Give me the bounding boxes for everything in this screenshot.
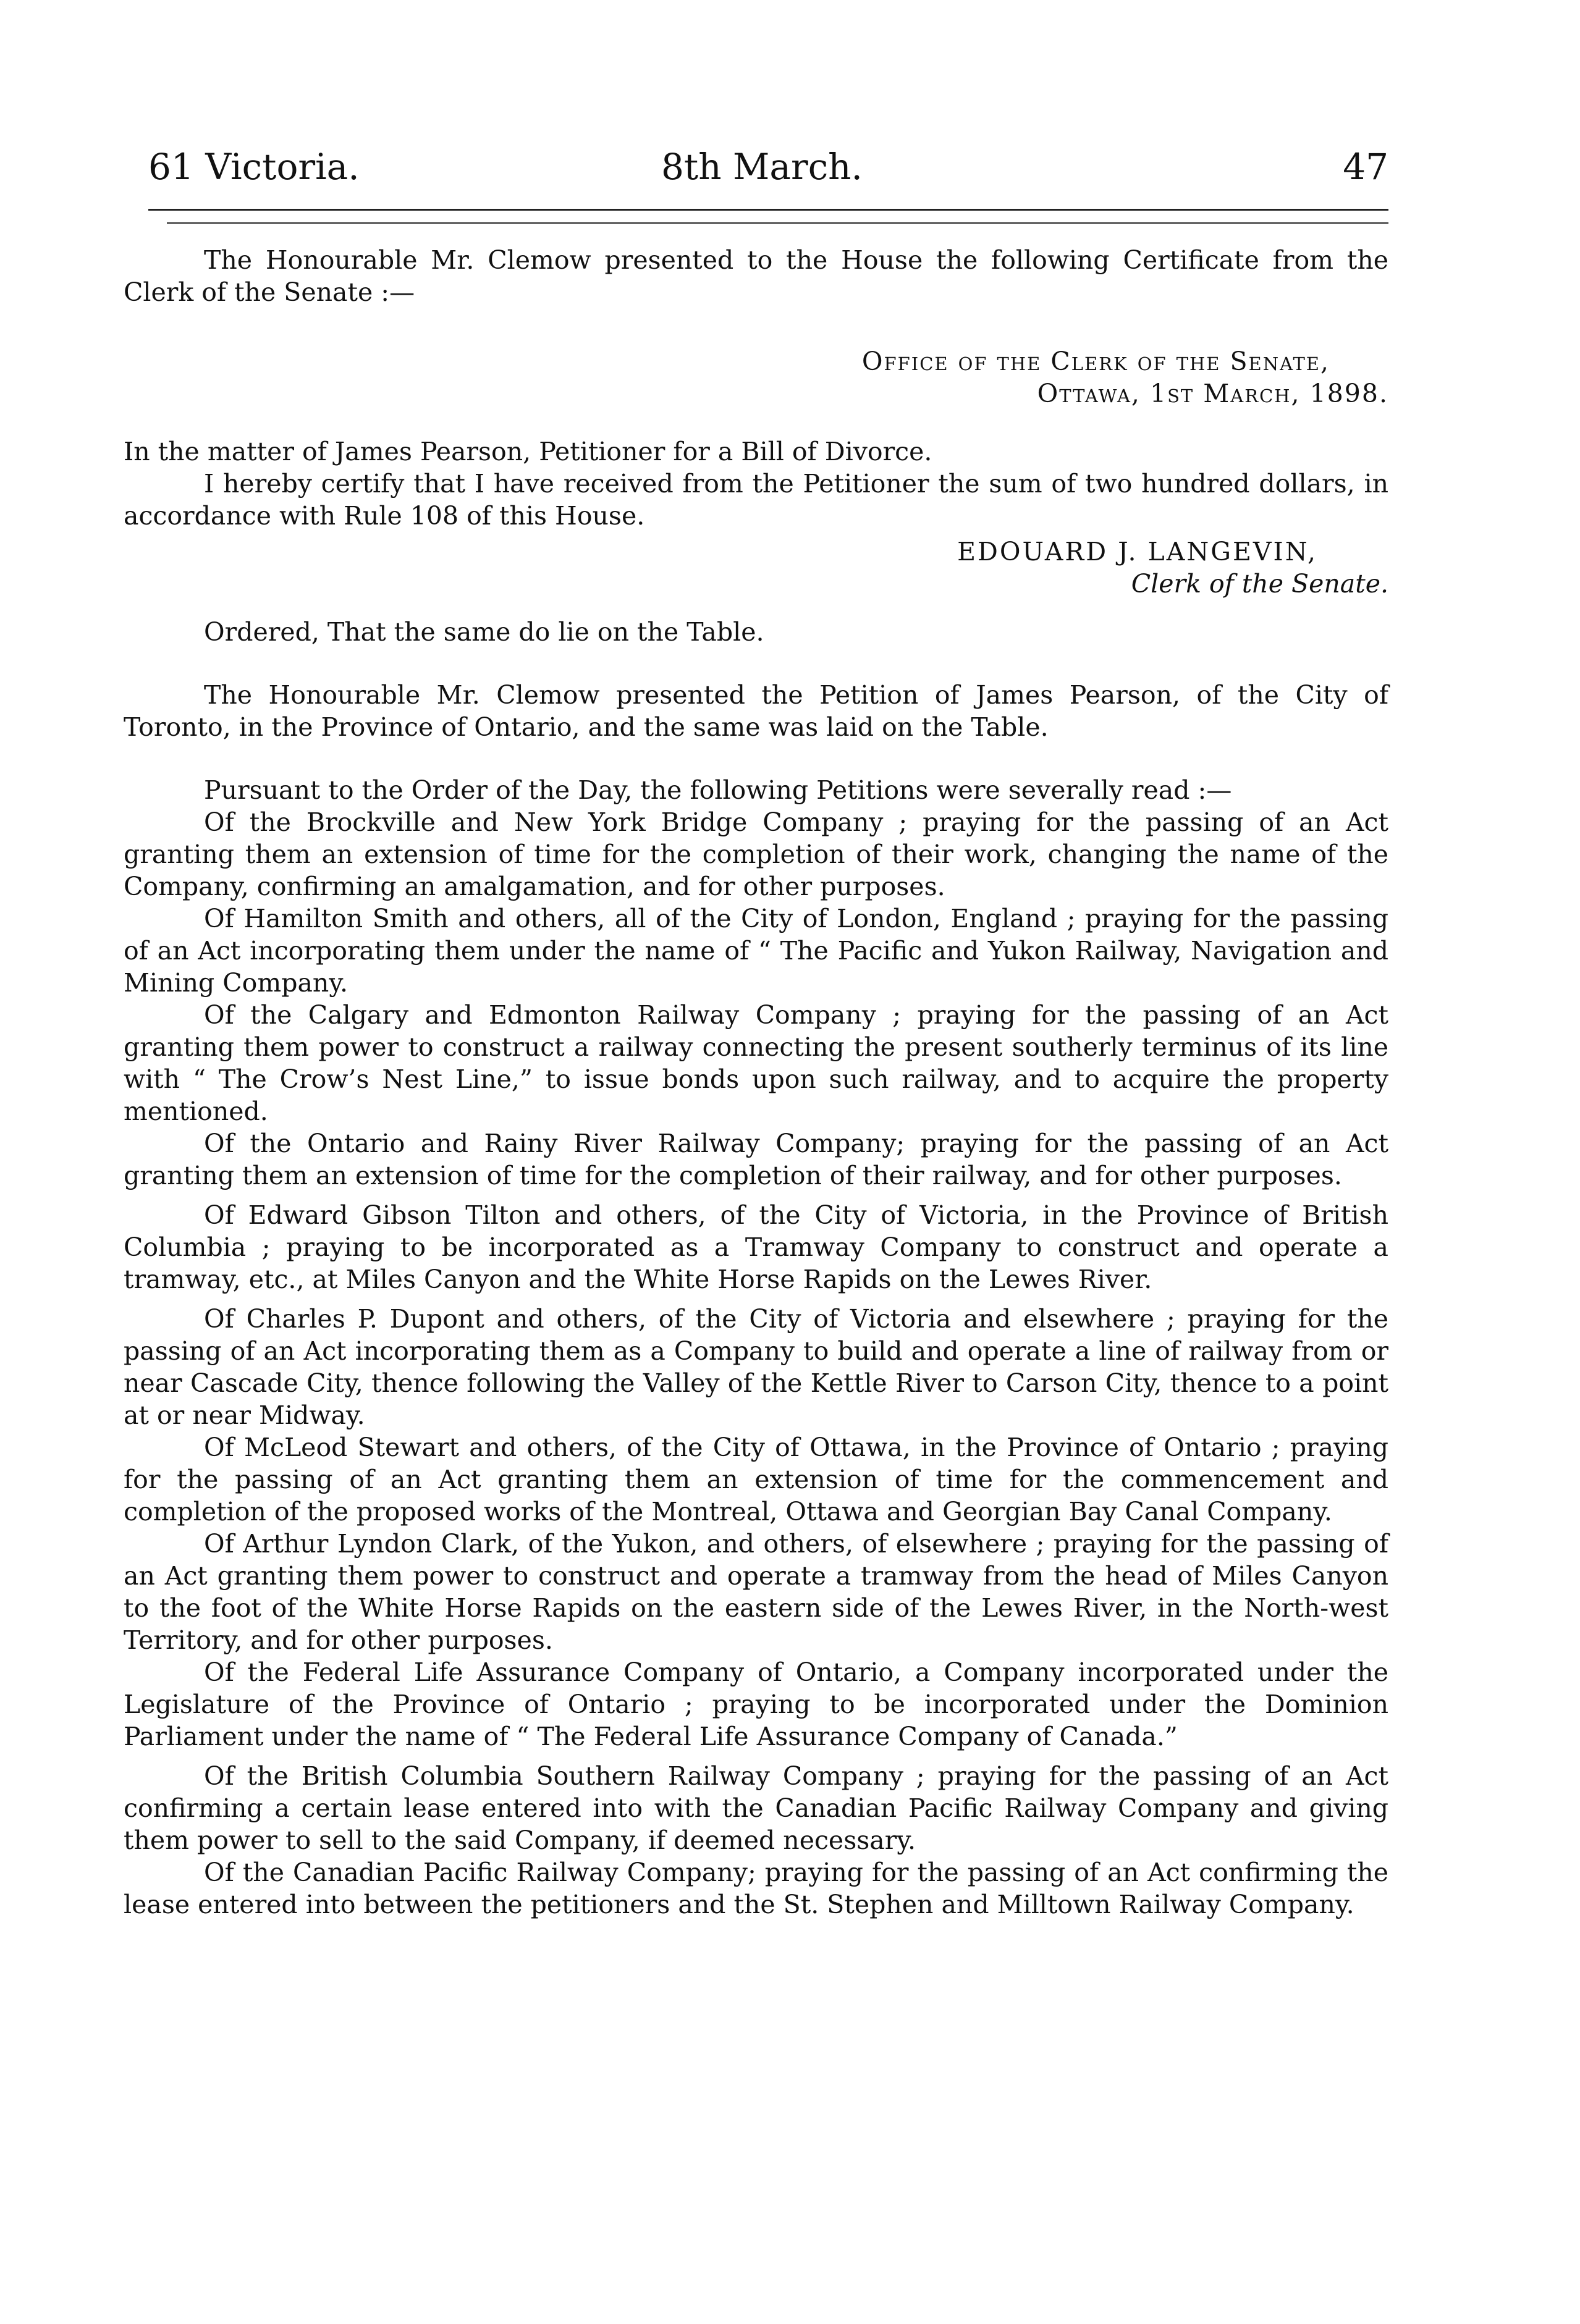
petition-item: Of the Brockville and New York Bridge Company ; praying for the passing of an Act granting them an extension of time for the completion of their work, changing the name of the Company, confirming an amalgamation, and for other purposes. <box>124 807 1388 901</box>
header-rule <box>148 209 1388 211</box>
petition-item: Of the Federal Life Assurance Company of Ontario, a Company incorporated under the Legislature of the Province of Ontario ; praying to be incorporated under the Dominion Parliament under the name of “ The Federal Life Assurance Company of Canada.” <box>124 1657 1388 1751</box>
petition-item: Of Charles P. Dupont and others, of the City of Victoria and elsewhere ; praying for the passing of an Act incorporating them as a Company to build and operate a line of railway from or near Cascade City, thence following the Valley of the Kettle River to Carson City, thence to a point at or near Midway. <box>124 1304 1388 1430</box>
certificate-intro: The Honourable Mr. Clemow presented to the House the following Certificate from the Clerk of the Senate :— <box>124 245 1388 307</box>
page-body <box>124 244 1388 1921</box>
header-rule-secondary <box>167 222 1388 224</box>
page-number: 47 <box>1343 146 1388 188</box>
petition-item: Of the Calgary and Edmonton Railway Company ; praying for the passing of an Act granting them power to construct a railway connecting the present southerly terminus of its line with “ The Crow’s Nest Line,” to issue bonds upon such railway, and to acquire the property mentioned. <box>124 1000 1388 1126</box>
petition-item: Of Hamilton Smith and others, all of the City of London, England ; praying for the passing of an Act incorporating them under the name of “ The Pacific and Yukon Railway, Navigation and Mining Company. <box>124 904 1388 998</box>
session-label: 61 Victoria. <box>148 146 360 188</box>
page-header <box>148 142 1388 192</box>
office-heading: Office of the Clerk of the Senate, <box>861 347 1330 376</box>
petition-presented: The Honourable Mr. Clemow presented the Petition of James Pearson, of the City of Toronto, in the Province of Ontario, and the same was laid on the Table. <box>124 680 1388 742</box>
pursuant-line: Pursuant to the Order of the Day, the following Petitions were severally read :— <box>204 775 1232 805</box>
certify-text: I hereby certify that I have received from the Petitioner the sum of two hundred dollars, in accordance with Rule 108 of this House. <box>124 469 1388 531</box>
petition-item: Of McLeod Stewart and others, of the City of Ottawa, in the Province of Ontario ; praying for the passing of an Act granting them an extension of time for the commencement and completion of the proposed works of the Montreal, Ottawa and Georgian Bay Canal Company. <box>124 1433 1388 1526</box>
petition-item: Of Arthur Lyndon Clark, of the Yukon, and others, of elsewhere ; praying for the passing of an Act granting them power to construct and operate a tramway from the head of Miles Canyon to the foot of the White Horse Rapids on the eastern side of the Lewes River, in the North-west Territory, and for other purposes. <box>124 1529 1388 1655</box>
petition-item: Of the British Columbia Southern Railway Company ; praying for the passing of an Act confirming a certain lease entered into with the Canadian Pacific Railway Company and giving them power to sell to the said Company, if deemed necessary. <box>124 1761 1388 1855</box>
matter-line: In the matter of James Pearson, Petitioner for a Bill of Divorce. <box>124 437 932 466</box>
ordered-line: Ordered, That the same do lie on the Table. <box>204 617 764 647</box>
date-label: 8th March. <box>661 146 863 188</box>
signature-name: EDOUARD J. LANGEVIN, <box>957 537 1317 566</box>
signature-title: Clerk of the Senate. <box>1131 569 1388 599</box>
petition-item: Of the Canadian Pacific Railway Company; praying for the passing of an Act confirming the lease entered into between the petitioners and the St. Stephen and Milltown Railway Company. <box>124 1858 1388 1919</box>
office-dateline: Ottawa, 1st March, 1898. <box>1037 379 1388 408</box>
petition-item: Of the Ontario and Rainy River Railway Company; praying for the passing of an Act granting them an extension of time for the completion of their railway, and for other purposes. <box>124 1129 1388 1190</box>
petition-item: Of Edward Gibson Tilton and others, of the City of Victoria, in the Province of British Columbia ; praying to be incorporated as a Tramway Company to construct and operate a tramway, etc., at Miles Canyon and the White Horse Rapids on the Lewes River. <box>124 1200 1388 1294</box>
